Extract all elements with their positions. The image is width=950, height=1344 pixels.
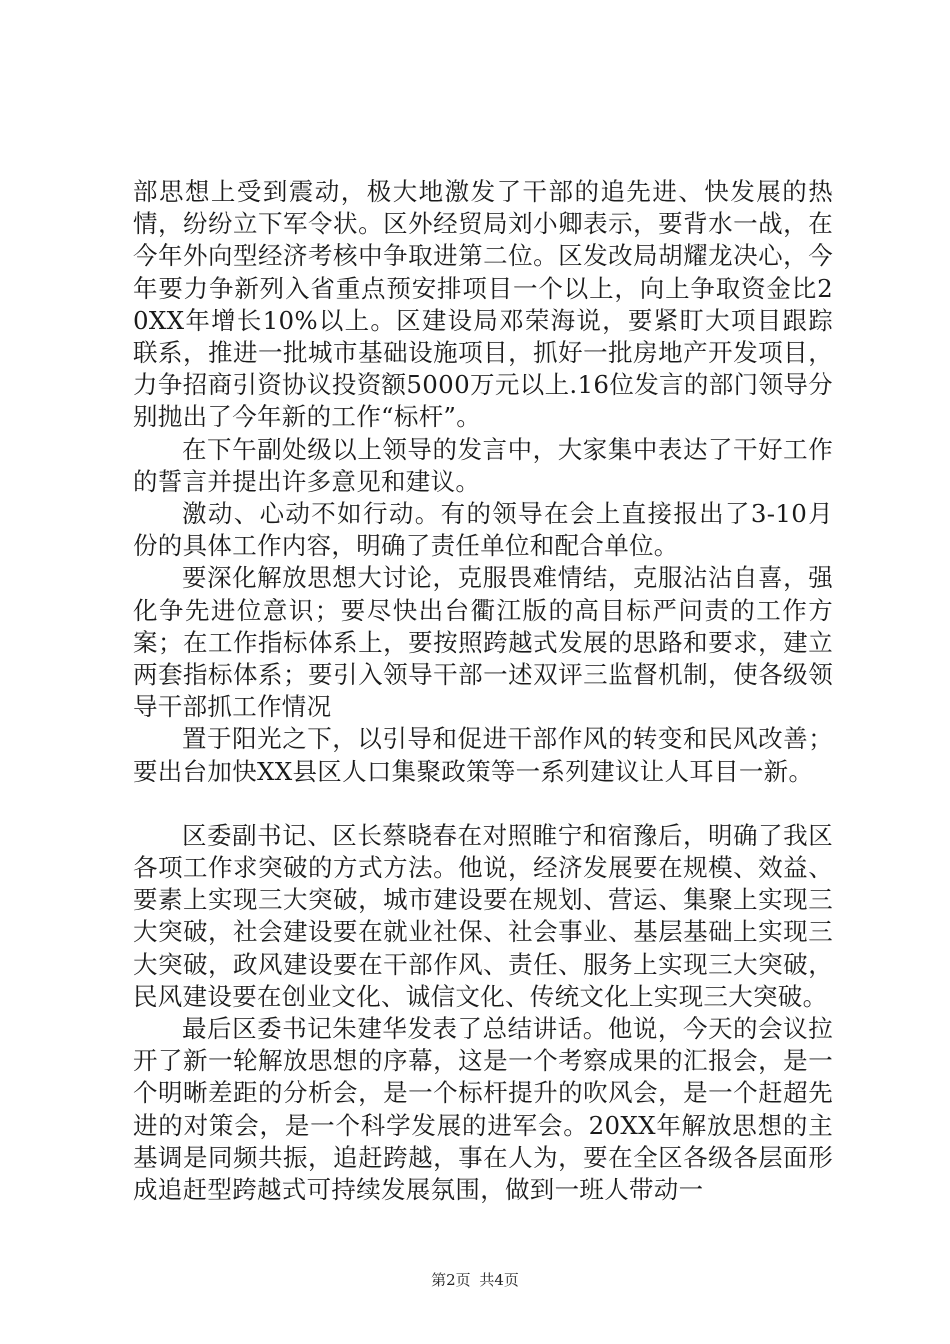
- paragraph-5: 置于阳光之下，以引导和促进干部作风的转变和民风改善；要出台加快XX县区人口集聚政策等一系列建议让人耳目一新。: [133, 724, 833, 786]
- page-footer: [0, 1269, 950, 1290]
- paragraph-gap: [133, 788, 833, 820]
- document-body: [133, 176, 833, 1206]
- page-number: 第2页: [431, 1271, 471, 1289]
- paragraph-3: 激动、心动不如行动。有的领导在会上直接报出了3-10月份的具体工作内容，明确了责任单位和配合单位。: [133, 499, 833, 561]
- paragraph-1: 部思想上受到震动，极大地激发了干部的追先进、快发展的热情，纷纷立下军令状。区外经贸局刘小卿表示，要背水一战，在今年外向型经济考核中争取进第二位。区发改局胡耀龙决心，今年要力争新列入省重点预安排项目一个以上，向上争取资金比20XX年增长10%以上。区建设局邓荣海说，要紧盯大项目跟踪联系，推进一批城市基础设施项目，抓好一批房地产开发项目，力争招商引资协议投资额5000万元以上.16位发言的部门领导分别抛出了今年新的工作“标杆”。: [133, 177, 833, 432]
- paragraph-7: 最后区委书记朱建华发表了总结讲话。他说，今天的会议拉开了新一轮解放思想的序幕，这是一个考察成果的汇报会，是一个明晰差距的分析会，是一个标杆提升的吹风会，是一个赶超先进的对策会，是一个科学发展的进军会。20XX年解放思想的主基调是同频共振，追赶跨越，事在人为，要在全区各级各层面形成追赶型跨越式可持续发展氛围，做到一班人带动一: [133, 1014, 833, 1205]
- paragraph-6: 区委副书记、区长蔡晓春在对照睢宁和宿豫后，明确了我区各项工作求突破的方式方法。他说，经济发展要在规模、效益、要素上实现三大突破，城市建设要在规划、营运、集聚上实现三大突破，社会建设要在就业社保、社会事业、基层基础上实现三大突破，政风建设要在干部作风、责任、服务上实现三大突破，民风建设要在创业文化、诚信文化、传统文化上实现三大突破。: [133, 820, 833, 1011]
- paragraph-4: 要深化解放思想大讨论，克服畏难情结，克服沾沾自喜，强化争先进位意识；要尽快出台衢江版的高目标严问责的工作方案；在工作指标体系上，要按照跨越式发展的思路和要求，建立两套指标体系；要引入领导干部一述双评三监督机制，使各级领导干部抓工作情况: [133, 563, 833, 722]
- page-total: 共4页: [479, 1271, 519, 1289]
- paragraph-2: 在下午副处级以上领导的发言中，大家集中表达了干好工作的誓言并提出许多意见和建议。: [133, 434, 833, 496]
